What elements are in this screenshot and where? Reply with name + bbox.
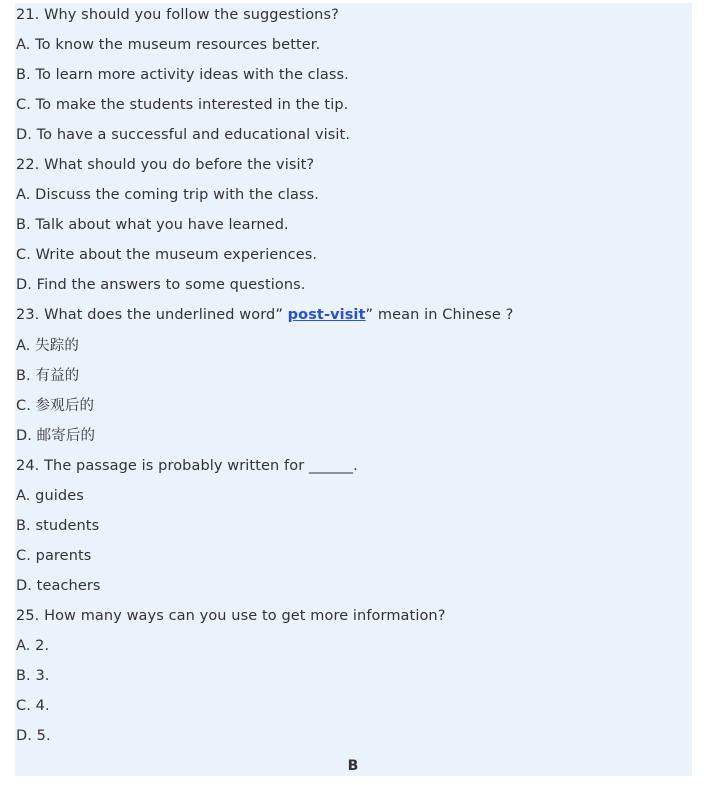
question-23-stem: [16, 305, 513, 325]
question-25-option-a: A. 2.: [16, 638, 50, 654]
question-25-option-d: D. 5.: [16, 728, 51, 744]
question-23-option-d: D. 邮寄后的: [16, 428, 96, 444]
question-24-option-a: A. guides: [16, 488, 84, 504]
question-23-option-a: A. 失踪的: [16, 338, 79, 354]
question-21-option-a: A. To know the museum resources better.: [16, 37, 321, 53]
question-21-stem: 21. Why should you follow the suggestions?: [16, 7, 339, 23]
question-22-option-c: C. Write about the museum experiences.: [16, 247, 318, 263]
question-25-stem: 25. How many ways can you use to get more information?: [16, 608, 446, 624]
question-panel: [15, 3, 692, 776]
section-label: B: [347, 758, 359, 774]
question-24-option-b: B. students: [16, 518, 100, 534]
question-22-option-b: B. Talk about what you have learned.: [16, 217, 289, 233]
question-23-option-c: C. 参观后的: [16, 398, 95, 414]
question-21-option-c: C. To make the students interested in the tip.: [16, 97, 349, 113]
underlined-word-link[interactable]: post-visit: [287, 307, 366, 323]
question-24-stem: 24. The passage is probably written for ______.: [16, 458, 358, 474]
question-23-stem-after: ” mean in Chinese ?: [365, 307, 514, 323]
question-21-option-d: D. To have a successful and educational visit.: [16, 127, 351, 143]
question-22-stem: 22. What should you do before the visit?: [16, 157, 315, 173]
question-25-option-c: C. 4.: [16, 698, 50, 714]
question-23-stem-before: 23. What does the underlined word”: [16, 307, 288, 323]
question-24-option-d: D. teachers: [16, 578, 101, 594]
question-22-option-d: D. Find the answers to some questions.: [16, 277, 306, 293]
question-21-option-b: B. To learn more activity ideas with the class.: [16, 67, 349, 83]
question-24-option-c: C. parents: [16, 548, 92, 564]
question-22-option-a: A. Discuss the coming trip with the class.: [16, 187, 319, 203]
question-25-option-b: B. 3.: [16, 668, 50, 684]
question-23-option-b: B. 有益的: [16, 368, 80, 384]
